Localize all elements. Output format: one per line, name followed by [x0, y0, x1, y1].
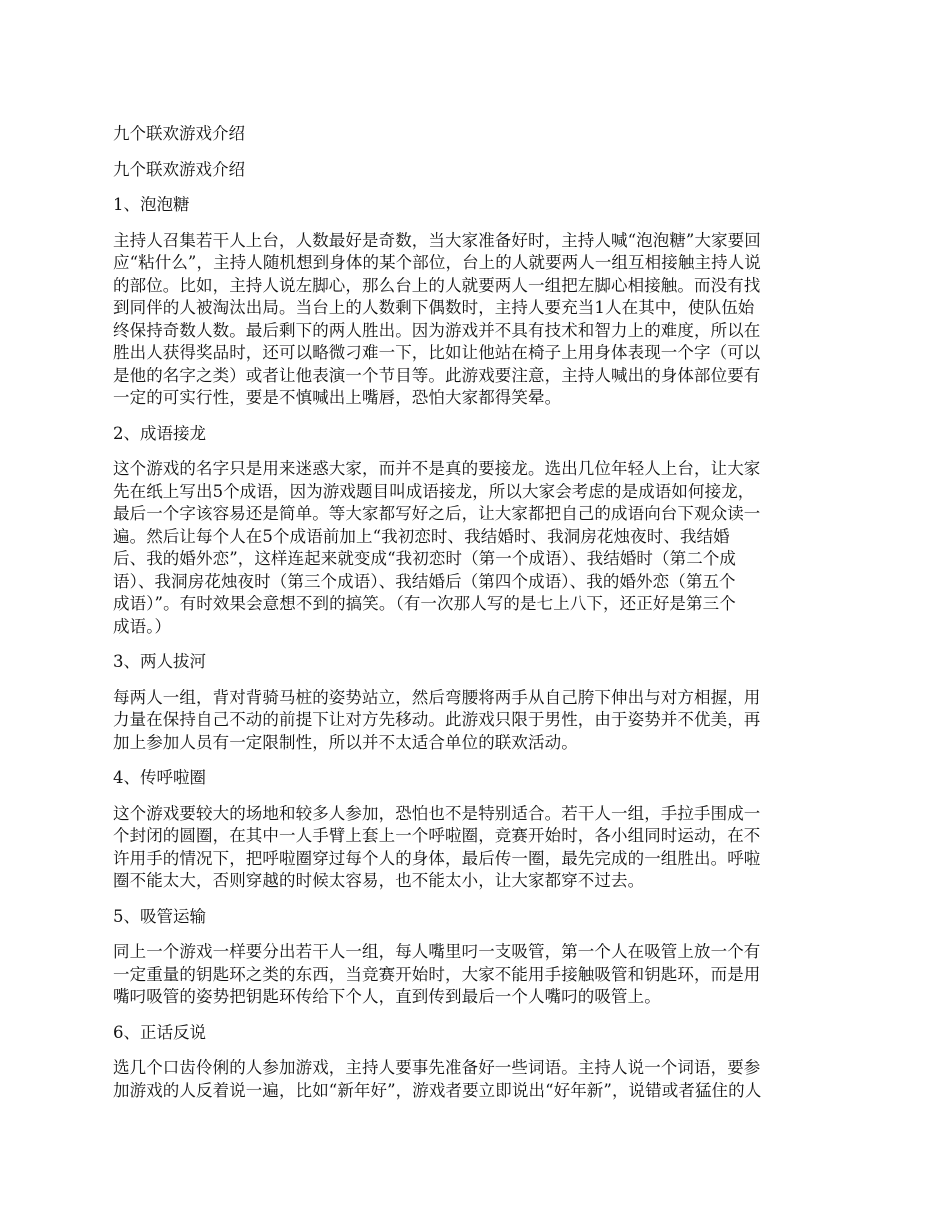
paragraph-line: 这个游戏的名字只是用来迷惑大家，而并不是真的要接龙。选出几位年轻人上台，让大家: [113, 459, 761, 478]
paragraph-line: 胜出人获得奖品时，还可以略微刁难一下，比如让他站在椅子上用身体表现一个字（可以: [113, 343, 761, 362]
paragraph-line: 是他的名字之类）或者让他表演一个节目等。此游戏要注意，主持人喊出的身体部位要有: [113, 365, 761, 385]
paragraph-line: 一定重量的钥匙环之类的东西，当竞赛开始时，大家不能用手接触吸管和钥匙环，而是用: [113, 964, 761, 984]
section-heading: 1、泡泡糖: [113, 195, 190, 214]
paragraph-line: 力量在保持自己不动的前提下让对方先移动。此游戏只限于男性，由于姿势并不优美，再: [113, 710, 761, 729]
paragraph-line: 一定的可实行性，要是不慎喊出上嘴唇，恐怕大家都得笑晕。: [113, 388, 562, 407]
document-subtitle: 九个联欢游戏介绍: [113, 159, 245, 179]
document-title: 九个联欢游戏介绍: [113, 124, 245, 143]
paragraph-line: 先在纸上写出5个成语，因为游戏题目叫成语接龙，所以大家会考虑的是成语如何接龙，: [113, 481, 755, 501]
paragraph-line: 成语）”。有时效果会意想不到的搞笑。（有一次那人写的是七上八下，还正好是第三个: [113, 594, 736, 613]
section-paragraph: [113, 687, 840, 755]
paragraph-line: 选几个口齿伶俐的人参加游戏，主持人要事先准备好一些词语。主持人说一个词语，要参: [113, 1058, 761, 1077]
section-paragraph: [113, 1057, 840, 1102]
paragraph-line: 许用手的情况下，把呼啦圈穿过每个人的身体，最后传一圈，最先完成的一组胜出。呼啦: [113, 848, 761, 868]
paragraph-line: 圈不能太大，否则穿越的时候太容易，也不能太小，让大家都穿不过去。: [113, 871, 645, 890]
section-paragraph: [113, 230, 840, 410]
paragraph-line: 的部位。比如，主持人说左脚心，那么台上的人就要两人一组把左脚心相接触。而没有找: [113, 275, 761, 295]
paragraph-line: 主持人召集若干人上台，人数最好是奇数，当大家准备好时，主持人喊“泡泡糖”大家要回: [113, 230, 761, 250]
section-heading: 3、两人拔河: [113, 652, 206, 671]
paragraph-line: 同上一个游戏一样要分出若干人一组，每人嘴里叼一支吸管，第一个人在吸管上放一个有: [113, 942, 761, 961]
section-heading: 4、传呼啦圈: [113, 768, 206, 787]
section-heading: 2、成语接龙: [113, 423, 206, 443]
sections-container: [113, 194, 840, 1102]
paragraph-line: 后、我的婚外恋”，这样连起来就变成“我初恋时（第一个成语）、我结婚时（第二个成: [113, 549, 737, 568]
paragraph-line: 遍。然后让每个人在5个成语前加上“我初恋时、我结婚时、我洞房花烛夜时、我结婚: [113, 526, 730, 546]
paragraph-line: 加上参加人员有一定限制性，所以并不太适合单位的联欢活动。: [113, 732, 578, 752]
paragraph-line: 应“粘什么”，主持人随机想到身体的某个部位，台上的人就要两人一组互相接触主持人说: [113, 253, 761, 272]
paragraph-line: 这个游戏要较大的场地和较多人参加，恐怕也不是特别适合。若干人一组，手拉手围成一: [113, 803, 761, 823]
paragraph-line: 每两人一组，背对背骑马桩的姿势站立，然后弯腰将两手从自己胯下伸出与对方相握，用: [113, 687, 761, 707]
paragraph-line: 加游戏的人反着说一遍，比如“新年好”，游戏者要立即说出“好年新”，说错或者猛住的人: [113, 1080, 762, 1100]
section-heading: 6、正话反说: [113, 1022, 206, 1042]
section-paragraph: [113, 458, 840, 638]
paragraph-line: 个封闭的圆圈，在其中一人手臂上套上一个呼啦圈，竞赛开始时，各小组同时运动，在不: [113, 826, 761, 845]
paragraph-line: 到同伴的人被淘汰出局。当台上的人数剩下偶数时，主持人要充当1人在其中，使队伍始: [113, 298, 755, 317]
paragraph-line: 语）、我洞房花烛夜时（第三个成语）、我结婚后（第四个成语）、我的婚外恋（第五个: [113, 571, 736, 591]
document-page: [113, 123, 840, 1115]
section-heading: 5、吸管运输: [113, 906, 206, 926]
paragraph-line: 嘴叼吸管的姿势把钥匙环传给下个人，直到传到最后一个人嘴叼的吸管上。: [113, 987, 661, 1006]
paragraph-line: 终保持奇数人数。最后剩下的两人胜出。因为游戏并不具有技术和智力上的难度，所以在: [113, 320, 761, 340]
paragraph-line: 最后一个字该容易还是简单。等大家都写好之后，让大家都把自己的成语向台下观众读一: [113, 504, 761, 523]
section-paragraph: [113, 803, 840, 893]
paragraph-line: 成语。）: [113, 616, 172, 636]
section-paragraph: [113, 941, 840, 1009]
